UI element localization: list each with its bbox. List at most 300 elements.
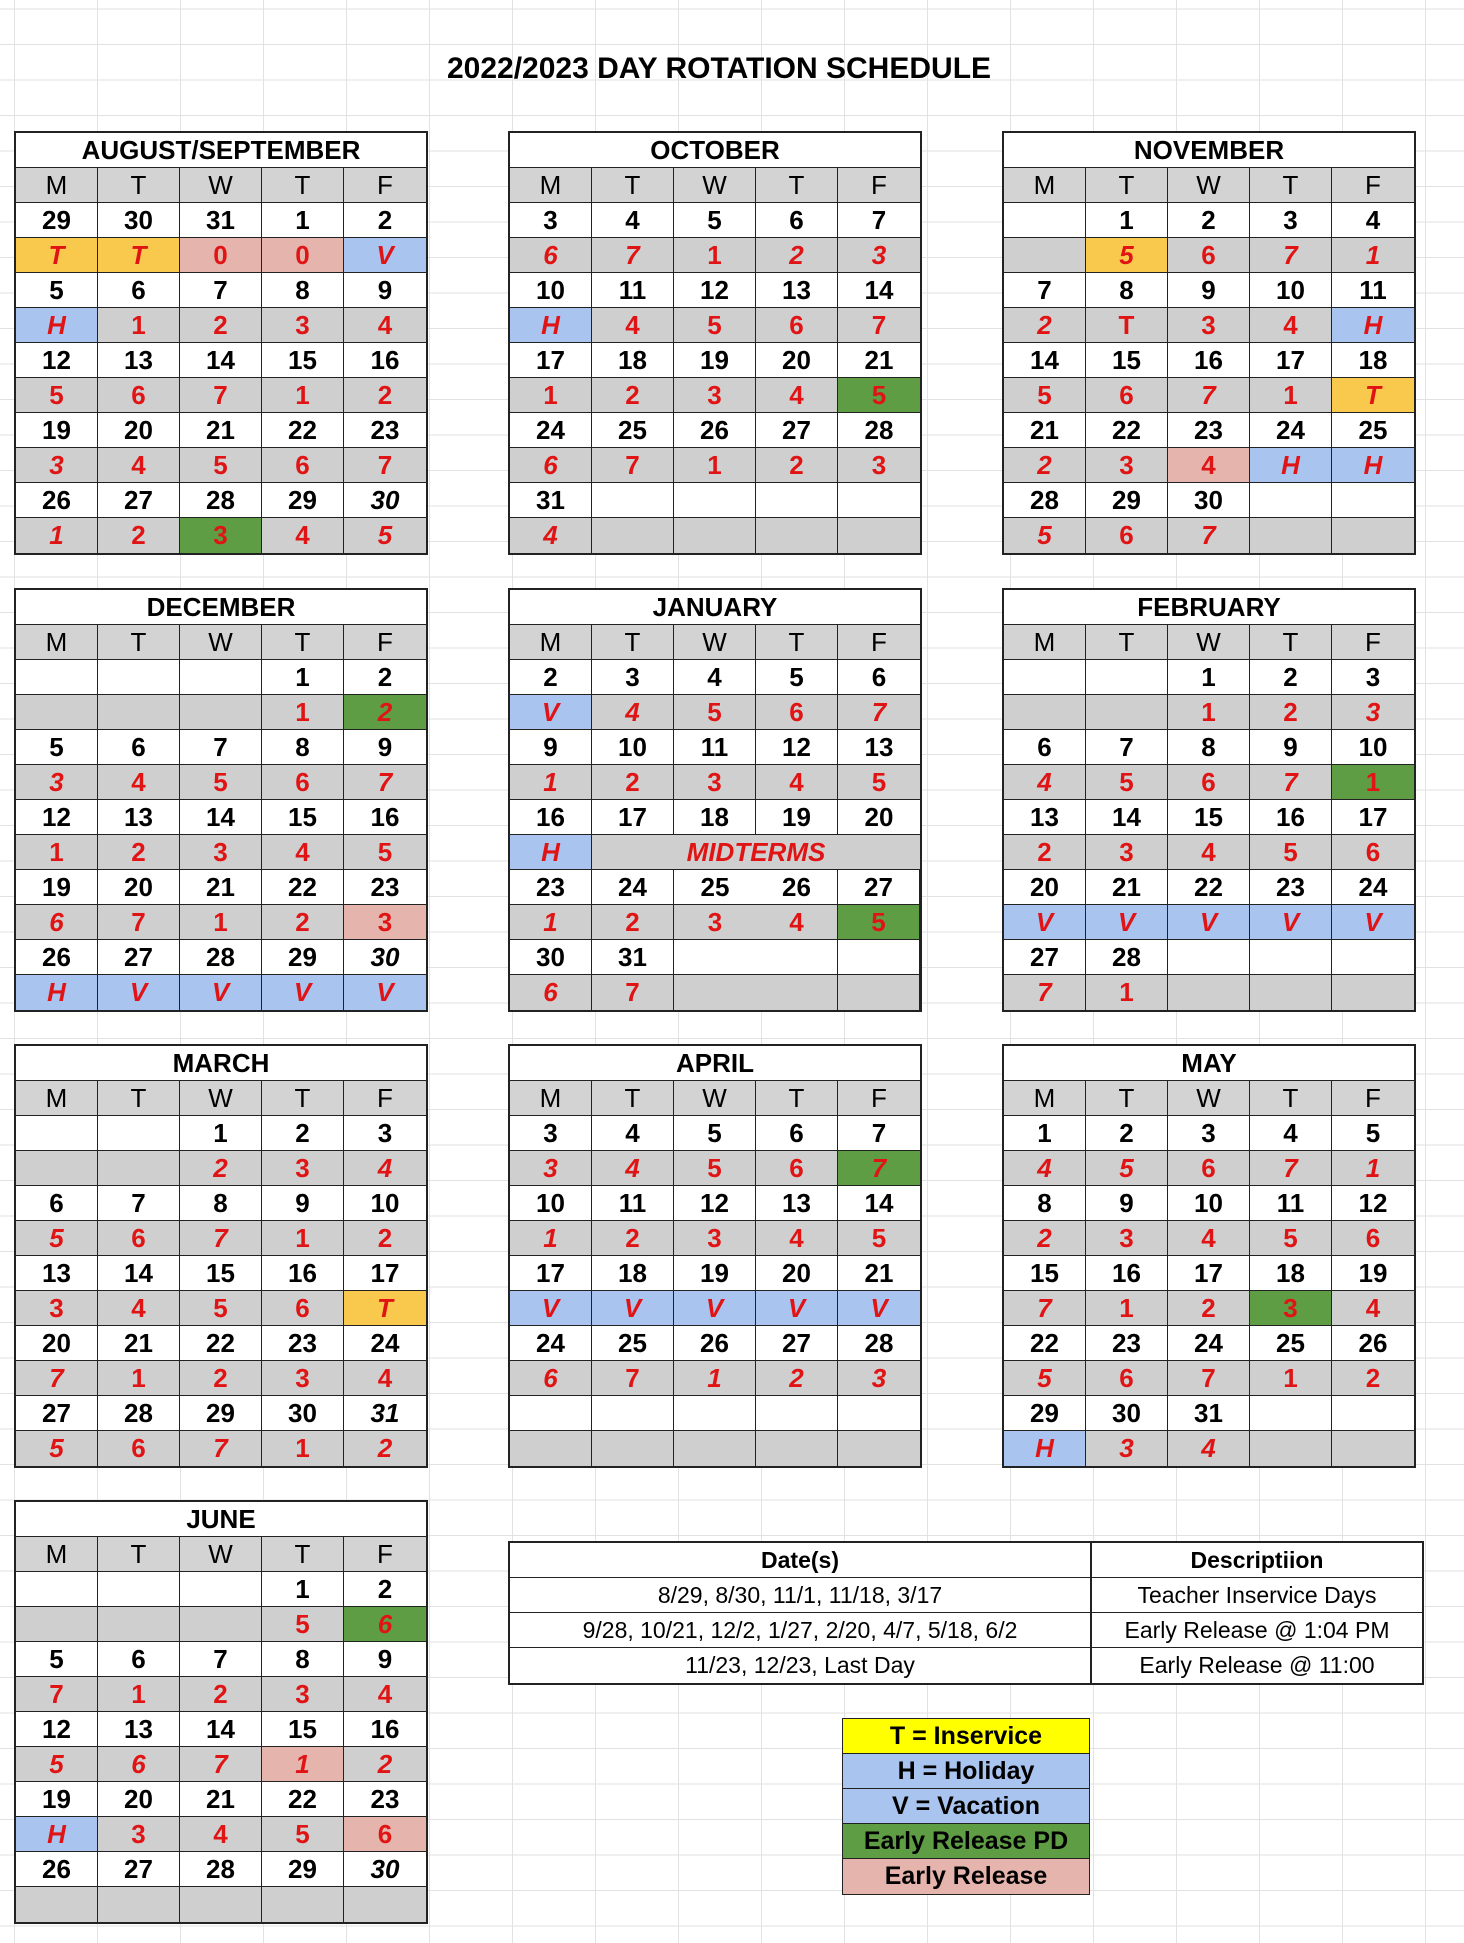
date-cell [756,940,838,975]
key-dates-header-row [510,1543,1422,1578]
rotation-cell: 2 [1004,1221,1086,1256]
rotation-cell: 2 [344,1431,426,1466]
date-cell: 9 [262,1186,344,1221]
date-cell: 27 [98,1852,180,1887]
date-cell: 4 [1332,203,1414,238]
date-cell: 29 [1086,483,1168,518]
date-cell: 1 [1086,203,1168,238]
rotation-cell: 2 [592,905,674,940]
date-cell: 17 [510,343,592,378]
date-cell: 23 [344,413,426,448]
rotation-cell: 6 [510,448,592,483]
weekday-header: W [674,168,756,203]
rotation-cell: 4 [1168,1431,1250,1466]
rotation-cell: 3 [262,1361,344,1396]
rotation-cell: 6 [1332,835,1414,870]
date-cell: 12 [16,1712,98,1747]
date-cell: 6 [98,730,180,765]
rotation-cell: 7 [1168,378,1250,413]
date-cell: 9 [1086,1186,1168,1221]
weekday-header: M [16,1537,98,1572]
rotation-cell: 2 [344,695,426,730]
date-cell: 19 [756,800,838,835]
date-cell: 21 [1004,413,1086,448]
date-cell [1004,203,1086,238]
date-cell: 5 [16,273,98,308]
weekday-header: F [1332,168,1414,203]
rotation-cell: 5 [838,1221,920,1256]
rotation-cell: V [98,975,180,1010]
rotation-cell: 1 [1086,1291,1168,1326]
rotation-cell: 4 [180,1817,262,1852]
rotation-cell: V [510,695,592,730]
date-cell: 6 [98,273,180,308]
date-cell: 27 [838,870,920,905]
rotation-cell: 3 [1086,1221,1168,1256]
date-cell: 5 [16,1642,98,1677]
weekday-header: T [1086,1081,1168,1116]
rotation-cell [674,1431,756,1466]
weekday-header: T [1086,168,1168,203]
date-cell: 19 [674,1256,756,1291]
date-cell: 26 [16,483,98,518]
date-cell: 15 [262,1712,344,1747]
date-cell: 10 [1332,730,1414,765]
table-row [510,1578,1422,1613]
date-cell: 14 [180,343,262,378]
weekday-header: T [262,168,344,203]
weekday-header: M [16,168,98,203]
rotation-cell: 2 [592,765,674,800]
date-cell: 6 [756,203,838,238]
date-cell: 22 [262,413,344,448]
rotation-cell [16,1151,98,1186]
date-cell: 27 [1004,940,1086,975]
date-cell [1332,1396,1414,1431]
date-cell: 22 [1086,413,1168,448]
rotation-cell: 5 [838,378,920,413]
month-title: FEBRUARY [1004,590,1414,625]
date-cell: 21 [1086,870,1168,905]
date-cell: 9 [1168,273,1250,308]
date-cell: 15 [1086,343,1168,378]
rotation-cell [180,1607,262,1642]
date-cell: 13 [756,273,838,308]
rotation-cell [1250,518,1332,553]
rotation-cell: 6 [1332,1221,1414,1256]
rotation-cell: 1 [262,1221,344,1256]
date-cell: 17 [510,1256,592,1291]
rotation-cell: 2 [344,1221,426,1256]
month-grid [1004,168,1414,553]
rotation-cell: 3 [838,448,920,483]
date-cell [1250,1396,1332,1431]
date-cell: 7 [838,1116,920,1151]
month-march [14,1044,428,1468]
weekday-header: F [1332,625,1414,660]
rotation-cell [1168,975,1250,1010]
date-cell: 4 [1250,1116,1332,1151]
month-grid [16,168,426,553]
date-cell: 17 [1168,1256,1250,1291]
rotation-cell [510,1431,592,1466]
rotation-cell: 1 [1332,1151,1414,1186]
rotation-cell [592,518,674,553]
date-cell: 2 [1250,660,1332,695]
rotation-cell: 6 [756,695,838,730]
rotation-cell [674,975,756,1010]
date-cell: 16 [1168,343,1250,378]
month-title: APRIL [510,1046,920,1081]
rotation-cell: 7 [592,975,674,1010]
date-cell: 12 [16,343,98,378]
date-cell: 29 [262,1852,344,1887]
date-cell [592,1396,674,1431]
date-cell: 24 [1250,413,1332,448]
rotation-cell: 6 [262,448,344,483]
rotation-cell: T [16,238,98,273]
rotation-cell: 1 [510,905,592,940]
date-cell: 26 [16,1852,98,1887]
date-cell: 12 [674,1186,756,1221]
rotation-cell: T [344,1291,426,1326]
page-title: 2022/2023 DAY ROTATION SCHEDULE [446,52,992,85]
rotation-cell: 6 [344,1607,426,1642]
rotation-cell: 3 [1086,1431,1168,1466]
dates-cell: 11/23, 12/23, Last Day [510,1648,1092,1683]
rotation-cell: 2 [344,1747,426,1782]
date-cell: 22 [1168,870,1250,905]
rotation-cell: 4 [262,518,344,553]
weekday-header: T [756,1081,838,1116]
date-cell [838,483,920,518]
rotation-cell: 6 [98,1747,180,1782]
date-cell: 18 [674,800,756,835]
weekday-header: W [180,168,262,203]
rotation-cell: 6 [1086,1361,1168,1396]
date-cell: 9 [344,1642,426,1677]
rotation-cell: V [344,975,426,1010]
date-cell: 16 [1250,800,1332,835]
date-cell: 10 [344,1186,426,1221]
date-cell: 13 [98,800,180,835]
date-cell: 5 [674,203,756,238]
rotation-cell [16,695,98,730]
date-cell [1250,483,1332,518]
date-cell: 3 [1168,1116,1250,1151]
rotation-cell [1332,975,1414,1010]
rotation-cell: T [1332,378,1414,413]
date-cell: 14 [1086,800,1168,835]
rotation-cell: 5 [1250,835,1332,870]
date-cell: 2 [1168,203,1250,238]
description-column-header: Descriptiion [1092,1543,1422,1578]
date-cell [756,1396,838,1431]
rotation-cell: 5 [180,1291,262,1326]
date-cell: 22 [262,870,344,905]
month-january [508,588,922,1012]
date-cell: 15 [262,800,344,835]
date-cell [1332,940,1414,975]
date-cell: 10 [1168,1186,1250,1221]
rotation-cell [674,518,756,553]
weekday-header: F [344,1081,426,1116]
date-cell [674,1396,756,1431]
rotation-cell: H [16,975,98,1010]
dates-cell: 8/29, 8/30, 11/1, 11/18, 3/17 [510,1578,1092,1613]
date-cell: 1 [1168,660,1250,695]
rotation-cell [756,975,838,1010]
rotation-cell: 7 [1168,1361,1250,1396]
rotation-cell: 4 [1250,308,1332,343]
weekday-header: T [1250,168,1332,203]
date-cell: 13 [1004,800,1086,835]
rotation-cell: 2 [180,308,262,343]
date-cell [1168,940,1250,975]
rotation-cell: 3 [262,308,344,343]
month-december [14,588,428,1012]
month-grid [510,168,920,553]
date-cell: 25 [674,870,756,905]
rotation-cell: 5 [1086,1151,1168,1186]
weekday-header: M [1004,168,1086,203]
rotation-cell: 4 [1004,765,1086,800]
rotation-cell: 3 [180,835,262,870]
rotation-cell: 7 [1250,238,1332,273]
date-cell: 6 [98,1642,180,1677]
date-cell: 14 [838,1186,920,1221]
rotation-cell: 1 [1168,695,1250,730]
rotation-cell: 5 [1086,765,1168,800]
weekday-header: M [16,625,98,660]
weekday-header: F [344,1537,426,1572]
month-grid [16,1081,426,1466]
table-row [510,1648,1422,1683]
date-cell: 7 [180,730,262,765]
rotation-cell [16,1607,98,1642]
date-cell [16,1116,98,1151]
rotation-cell: V [674,1291,756,1326]
month-title: NOVEMBER [1004,133,1414,168]
date-cell: 13 [756,1186,838,1221]
rotation-cell: 2 [1004,835,1086,870]
date-cell: 30 [344,1852,426,1887]
rotation-cell: H [16,308,98,343]
month-november [1002,131,1416,555]
date-cell: 10 [1250,273,1332,308]
rotation-cell: 4 [756,1221,838,1256]
rotation-cell: 6 [510,238,592,273]
rotation-cell: 6 [262,765,344,800]
date-cell: 24 [510,1326,592,1361]
date-cell: 9 [344,273,426,308]
rotation-cell: 4 [1004,1151,1086,1186]
date-cell: 7 [838,203,920,238]
weekday-header: M [16,1081,98,1116]
rotation-cell: 1 [510,1221,592,1256]
rotation-cell: V [1004,905,1086,940]
date-cell: 28 [838,1326,920,1361]
rotation-cell [756,1431,838,1466]
rotation-cell: 2 [592,378,674,413]
color-legend [842,1718,1090,1895]
date-cell: 23 [1086,1326,1168,1361]
month-april [508,1044,922,1468]
rotation-cell: 2 [180,1151,262,1186]
date-cell: 3 [1250,203,1332,238]
date-cell: 17 [1250,343,1332,378]
date-cell: 12 [1332,1186,1414,1221]
rotation-cell: 6 [1168,1151,1250,1186]
date-cell: 20 [838,800,920,835]
date-cell: 26 [674,1326,756,1361]
date-cell: 7 [1004,273,1086,308]
rotation-cell: 3 [16,765,98,800]
date-cell: 5 [1332,1116,1414,1151]
date-cell: 6 [838,660,920,695]
date-cell: 22 [262,1782,344,1817]
rotation-cell: 6 [510,1361,592,1396]
weekday-header: T [1250,1081,1332,1116]
rotation-cell: 4 [756,378,838,413]
rotation-cell: 7 [344,448,426,483]
rotation-cell: V [1168,905,1250,940]
date-cell: 3 [510,203,592,238]
date-cell: 13 [98,1712,180,1747]
date-cell: 10 [592,730,674,765]
weekday-header: F [838,625,920,660]
rotation-cell: 7 [16,1361,98,1396]
rotation-cell: 1 [98,308,180,343]
date-cell [180,660,262,695]
rotation-cell: 5 [674,695,756,730]
date-cell: 30 [1168,483,1250,518]
date-cell: 22 [180,1326,262,1361]
date-cell: 29 [262,483,344,518]
rotation-cell: 2 [344,378,426,413]
rotation-cell: 4 [1168,448,1250,483]
date-cell: 5 [756,660,838,695]
rotation-cell: H [16,1817,98,1852]
description-cell: Teacher Inservice Days [1092,1578,1422,1613]
rotation-cell: 6 [344,1817,426,1852]
date-cell: 8 [1004,1186,1086,1221]
date-cell [98,660,180,695]
weekday-header: W [180,1081,262,1116]
rotation-cell [1004,238,1086,273]
date-cell: 12 [16,800,98,835]
date-cell: 26 [1332,1326,1414,1361]
rotation-cell: 1 [1250,1361,1332,1396]
date-cell: 4 [592,203,674,238]
month-title: JUNE [16,1502,426,1537]
legend-inservice: T = Inservice [843,1719,1089,1754]
rotation-cell: 5 [1086,238,1168,273]
date-cell: 18 [1332,343,1414,378]
rotation-cell: 1 [674,238,756,273]
month-grid [510,625,920,1010]
date-cell [674,940,756,975]
rotation-cell: 7 [1004,1291,1086,1326]
date-cell: 2 [262,1116,344,1151]
date-cell: 12 [674,273,756,308]
date-cell: 8 [1168,730,1250,765]
date-cell: 1 [180,1116,262,1151]
rotation-cell: 1 [262,1747,344,1782]
rotation-cell [98,1887,180,1922]
rotation-cell [1086,695,1168,730]
rotation-cell: 4 [344,1677,426,1712]
date-cell: 15 [180,1256,262,1291]
rotation-cell: 4 [98,765,180,800]
rotation-cell: 1 [262,378,344,413]
weekday-header: F [1332,1081,1414,1116]
rotation-cell: V [756,1291,838,1326]
date-cell: 21 [838,343,920,378]
date-cell: 23 [1250,870,1332,905]
date-cell: 11 [592,1186,674,1221]
rotation-cell: 1 [674,448,756,483]
rotation-cell: 7 [180,1431,262,1466]
weekday-header: W [1168,625,1250,660]
rotation-cell: 6 [262,1291,344,1326]
rotation-cell: 5 [16,1221,98,1256]
weekday-header: T [98,1081,180,1116]
rotation-cell: 1 [510,765,592,800]
date-cell: 9 [1250,730,1332,765]
date-cell: 23 [262,1326,344,1361]
date-cell: 1 [1004,1116,1086,1151]
month-june [14,1500,428,1924]
rotation-cell: V [1332,905,1414,940]
date-cell: 16 [344,1712,426,1747]
rotation-cell: 2 [592,1221,674,1256]
rotation-cell: 5 [344,518,426,553]
date-cell: 18 [1250,1256,1332,1291]
rotation-cell: 7 [592,1361,674,1396]
date-cell: 9 [510,730,592,765]
weekday-header: W [674,625,756,660]
date-cell: 5 [674,1116,756,1151]
rotation-cell: 4 [344,1151,426,1186]
rotation-cell: 6 [98,378,180,413]
month-title: MAY [1004,1046,1414,1081]
rotation-cell: 4 [592,308,674,343]
rotation-cell: 2 [180,1677,262,1712]
date-cell: 26 [674,413,756,448]
date-cell: 24 [1168,1326,1250,1361]
date-cell: 6 [16,1186,98,1221]
rotation-cell: 2 [1168,1291,1250,1326]
date-cell: 25 [1332,413,1414,448]
rotation-cell: H [1004,1431,1086,1466]
date-cell: 8 [1086,273,1168,308]
rotation-cell: 4 [98,448,180,483]
rotation-cell [180,1887,262,1922]
rotation-cell: V [262,975,344,1010]
date-cell: 25 [592,413,674,448]
month-title: MARCH [16,1046,426,1081]
date-cell: 11 [1250,1186,1332,1221]
weekday-header: W [674,1081,756,1116]
rotation-cell: 5 [344,835,426,870]
date-cell: 2 [344,660,426,695]
rotation-cell: 5 [180,765,262,800]
date-cell: 22 [1004,1326,1086,1361]
rotation-cell: 6 [98,1431,180,1466]
rotation-cell: 3 [1086,448,1168,483]
legend-vacation: V = Vacation [843,1789,1089,1824]
